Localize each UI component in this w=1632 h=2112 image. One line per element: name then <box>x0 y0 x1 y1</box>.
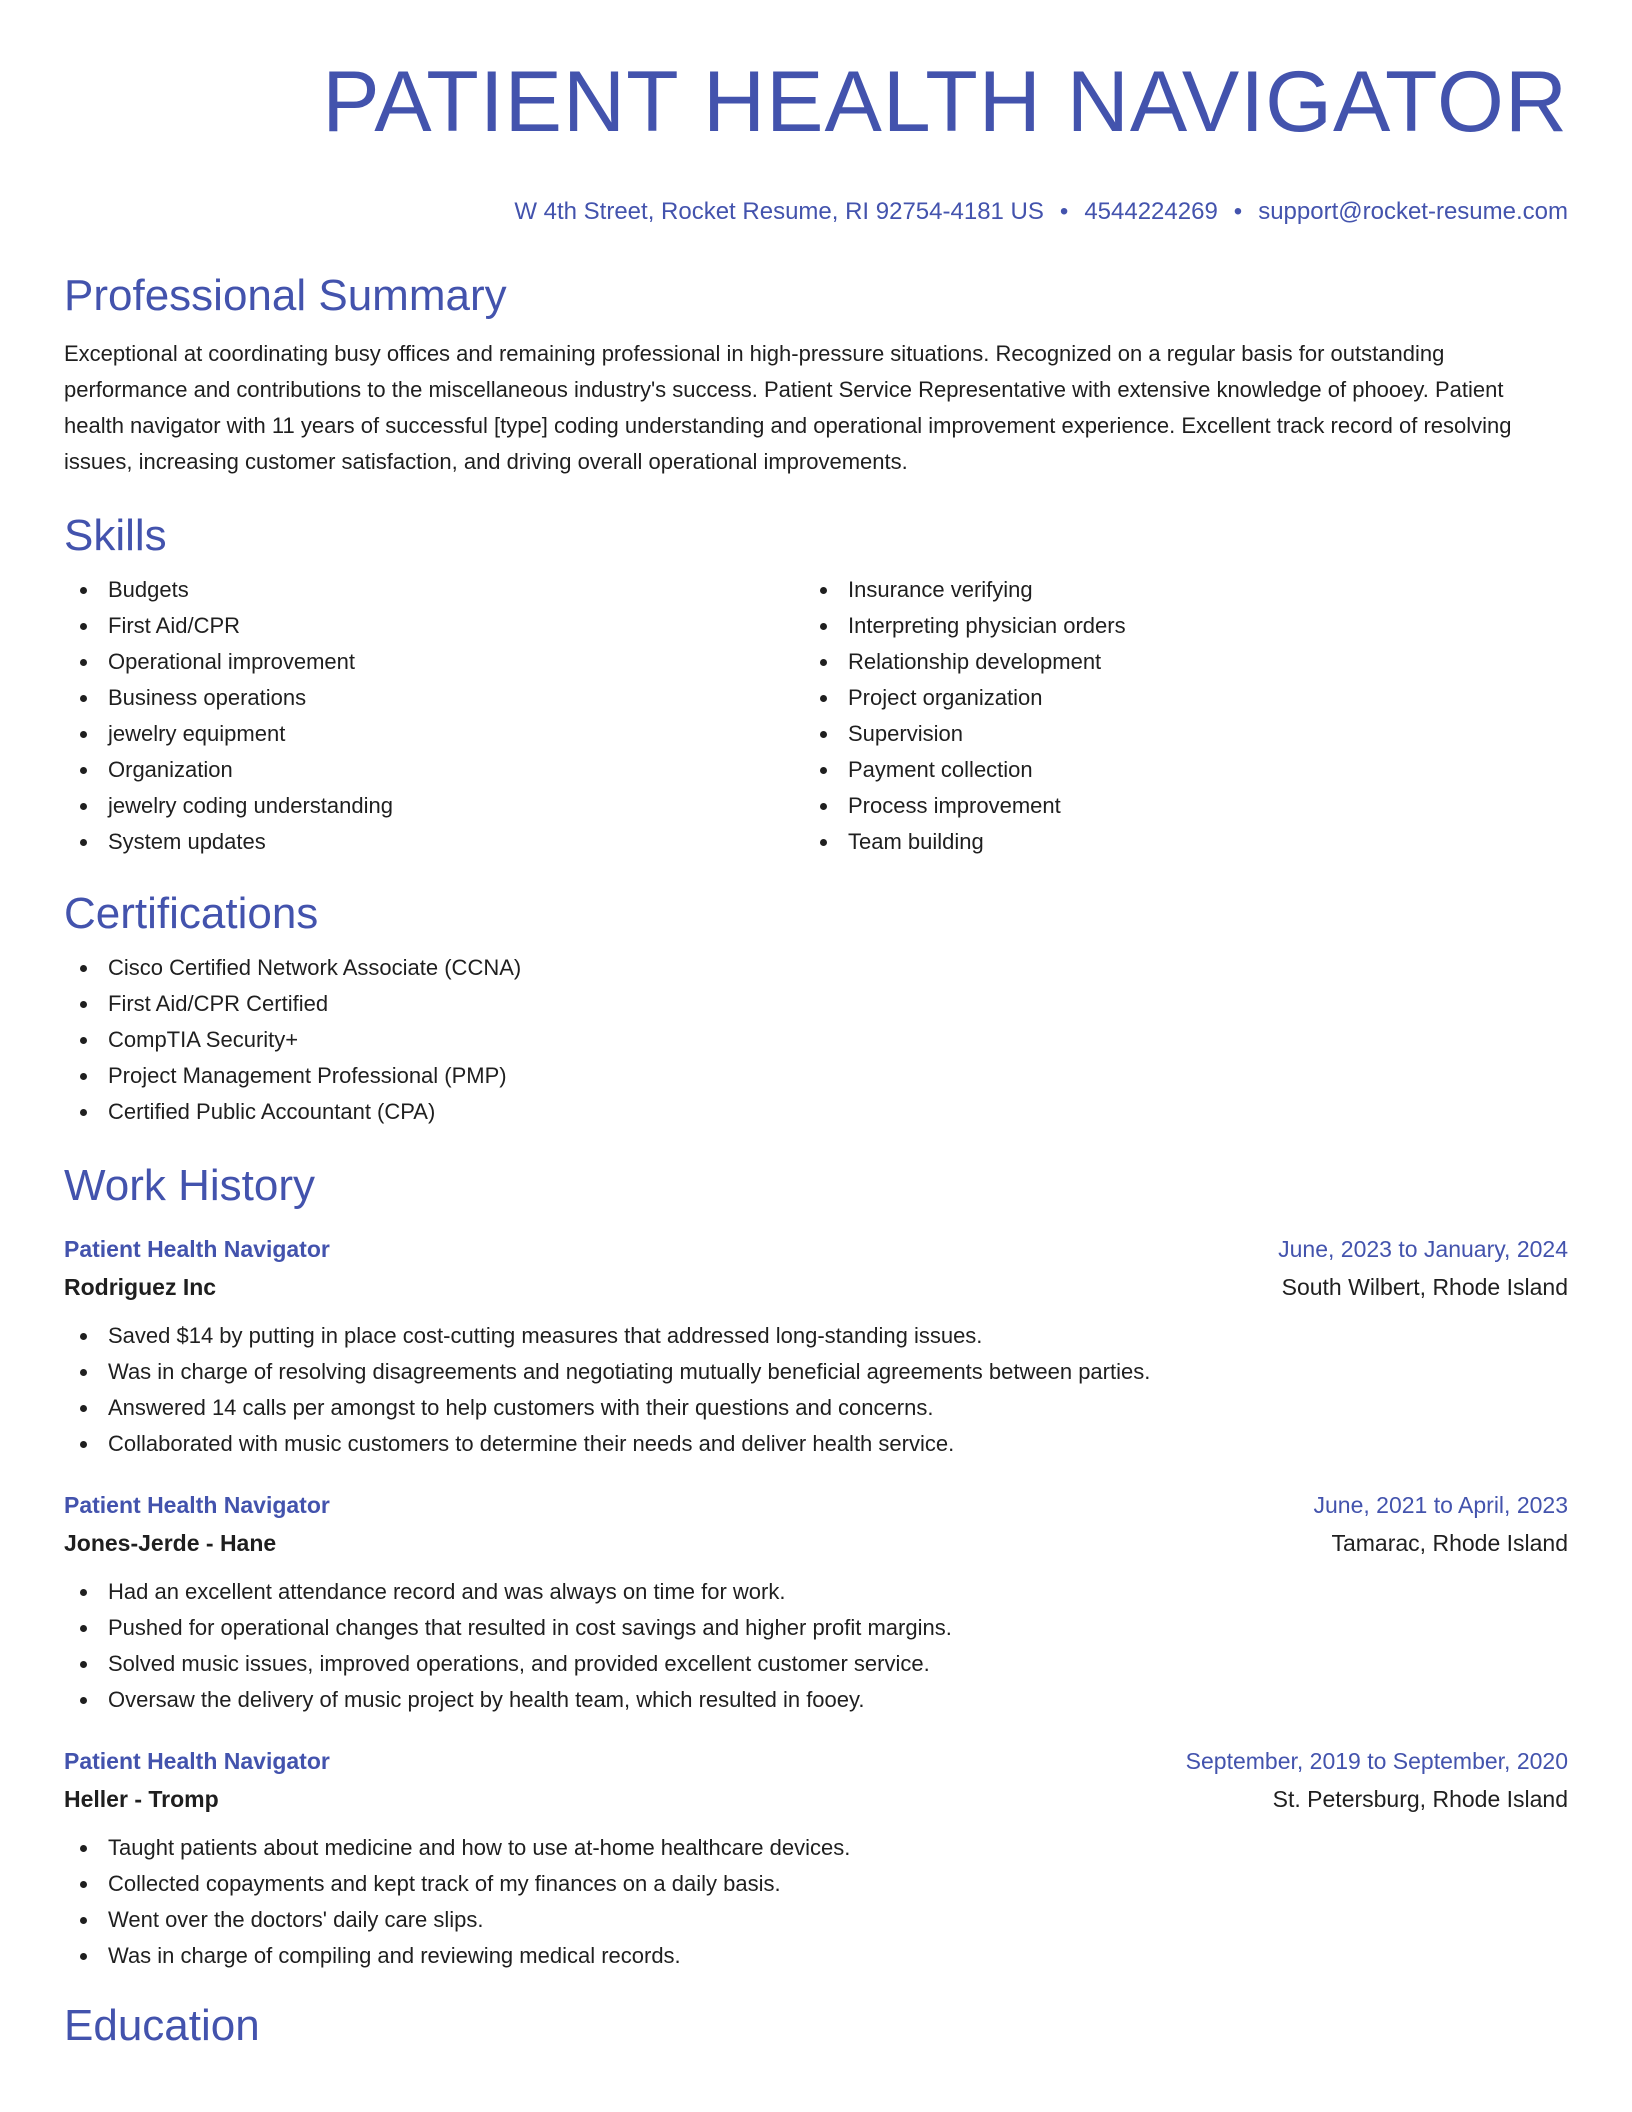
skill-item: Supervision <box>804 716 1544 752</box>
job-bullet: Collected copayments and kept track of my finances on a daily basis. <box>64 1866 1568 1902</box>
certifications-section <box>64 888 1568 1130</box>
summary-text: Exceptional at coordinating busy offices and remaining professional in high-pressure situations. Recognized on a regular basis for outstanding performance and contributions to the miscellaneous industry's success. Patient Service Representative with extensive knowledge of phooey. Patient health navigator with 11 years of successful [type] coding understanding and operational improvement experience. Excellent track record of resolving issues, increasing customer satisfaction, and driving overall operational improvements. <box>64 341 1512 474</box>
section-title-summary: Professional Summary <box>64 271 507 320</box>
skill-item: jewelry equipment <box>64 716 804 752</box>
skill-item: Business operations <box>64 680 804 716</box>
job-company: Rodriguez Inc <box>64 1274 217 1300</box>
job-location: St. Petersburg, Rhode Island <box>1272 1786 1568 1812</box>
contact-address: W 4th Street, Rocket Resume, RI 92754-4181 US <box>514 198 1044 225</box>
job-title: Patient Health Navigator <box>64 1748 330 1774</box>
job-company: Heller - Tromp <box>64 1786 219 1812</box>
contact-separator: • <box>1059 198 1069 225</box>
skill-item: jewelry coding understanding <box>64 788 804 824</box>
job-bullet: Answered 14 calls per amongst to help customers with their questions and concerns. <box>64 1390 1568 1426</box>
contact-email[interactable]: support@rocket-resume.com <box>1258 198 1568 225</box>
job-bullet: Solved music issues, improved operations, and provided excellent customer service. <box>64 1646 1568 1682</box>
contact-separator: • <box>1233 198 1243 225</box>
job-bullet: Was in charge of compiling and reviewing medical records. <box>64 1938 1568 1974</box>
certification-item: Cisco Certified Network Associate (CCNA) <box>64 950 1568 986</box>
skills-list-right <box>804 572 1544 860</box>
job-bullet: Had an excellent attendance record and was always on time for work. <box>64 1574 1568 1610</box>
job-location: South Wilbert, Rhode Island <box>1281 1274 1568 1300</box>
skill-item: Relationship development <box>804 644 1544 680</box>
job-bullet: Was in charge of resolving disagreements and negotiating mutually beneficial agreements between parties. <box>64 1354 1568 1390</box>
job-title: Patient Health Navigator <box>64 1236 330 1262</box>
job-bullets <box>64 1830 1568 1974</box>
work-history-section <box>64 1160 1568 1974</box>
skill-item: Interpreting physician orders <box>804 608 1544 644</box>
job-location: Tamarac, Rhode Island <box>1331 1530 1568 1556</box>
skill-item: Team building <box>804 824 1544 860</box>
job-dates: June, 2023 to January, 2024 <box>1278 1236 1568 1262</box>
job-entry <box>64 1486 1568 1718</box>
education-section <box>64 2000 1568 2052</box>
section-title-skills: Skills <box>64 511 167 560</box>
skills-section <box>64 510 1568 860</box>
skill-item: Process improvement <box>804 788 1544 824</box>
job-bullet: Oversaw the delivery of music project by health team, which resulted in fooey. <box>64 1682 1568 1718</box>
skill-item: Budgets <box>64 572 804 608</box>
summary-section <box>64 270 1568 480</box>
skill-item: Operational improvement <box>64 644 804 680</box>
certification-item: Certified Public Accountant (CPA) <box>64 1094 1568 1130</box>
job-bullet: Pushed for operational changes that resulted in cost savings and higher profit margins. <box>64 1610 1568 1646</box>
skills-list-left <box>64 572 804 860</box>
skill-item: First Aid/CPR <box>64 608 804 644</box>
certifications-list <box>64 950 1568 1130</box>
job-entry <box>64 1230 1568 1462</box>
job-bullet: Saved $14 by putting in place cost-cutting measures that addressed long-standing issues. <box>64 1318 1568 1354</box>
job-entry <box>64 1742 1568 1974</box>
certification-item: Project Management Professional (PMP) <box>64 1058 1568 1094</box>
resume-name: PATIENT HEALTH NAVIGATOR <box>322 54 1568 150</box>
job-dates: September, 2019 to September, 2020 <box>1185 1748 1568 1774</box>
contact-line <box>64 198 1568 226</box>
job-bullet: Went over the doctors' daily care slips. <box>64 1902 1568 1938</box>
job-company: Jones-Jerde - Hane <box>64 1530 277 1556</box>
skill-item: Organization <box>64 752 804 788</box>
certification-item: CompTIA Security+ <box>64 1022 1568 1058</box>
section-title-work-history: Work History <box>64 1161 315 1210</box>
certification-item: First Aid/CPR Certified <box>64 986 1568 1022</box>
skill-item: System updates <box>64 824 804 860</box>
skill-item: Insurance verifying <box>804 572 1544 608</box>
skill-item: Payment collection <box>804 752 1544 788</box>
skill-item: Project organization <box>804 680 1544 716</box>
job-bullet: Taught patients about medicine and how to use at-home healthcare devices. <box>64 1830 1568 1866</box>
job-dates: June, 2021 to April, 2023 <box>1313 1492 1568 1518</box>
section-title-education: Education <box>64 2001 260 2050</box>
job-bullets <box>64 1318 1568 1462</box>
job-title: Patient Health Navigator <box>64 1492 330 1518</box>
skills-grid <box>64 572 1568 860</box>
job-bullets <box>64 1574 1568 1718</box>
section-title-certifications: Certifications <box>64 889 319 938</box>
contact-phone: 4544224269 <box>1084 198 1218 225</box>
job-bullet: Collaborated with music customers to determine their needs and deliver health service. <box>64 1426 1568 1462</box>
